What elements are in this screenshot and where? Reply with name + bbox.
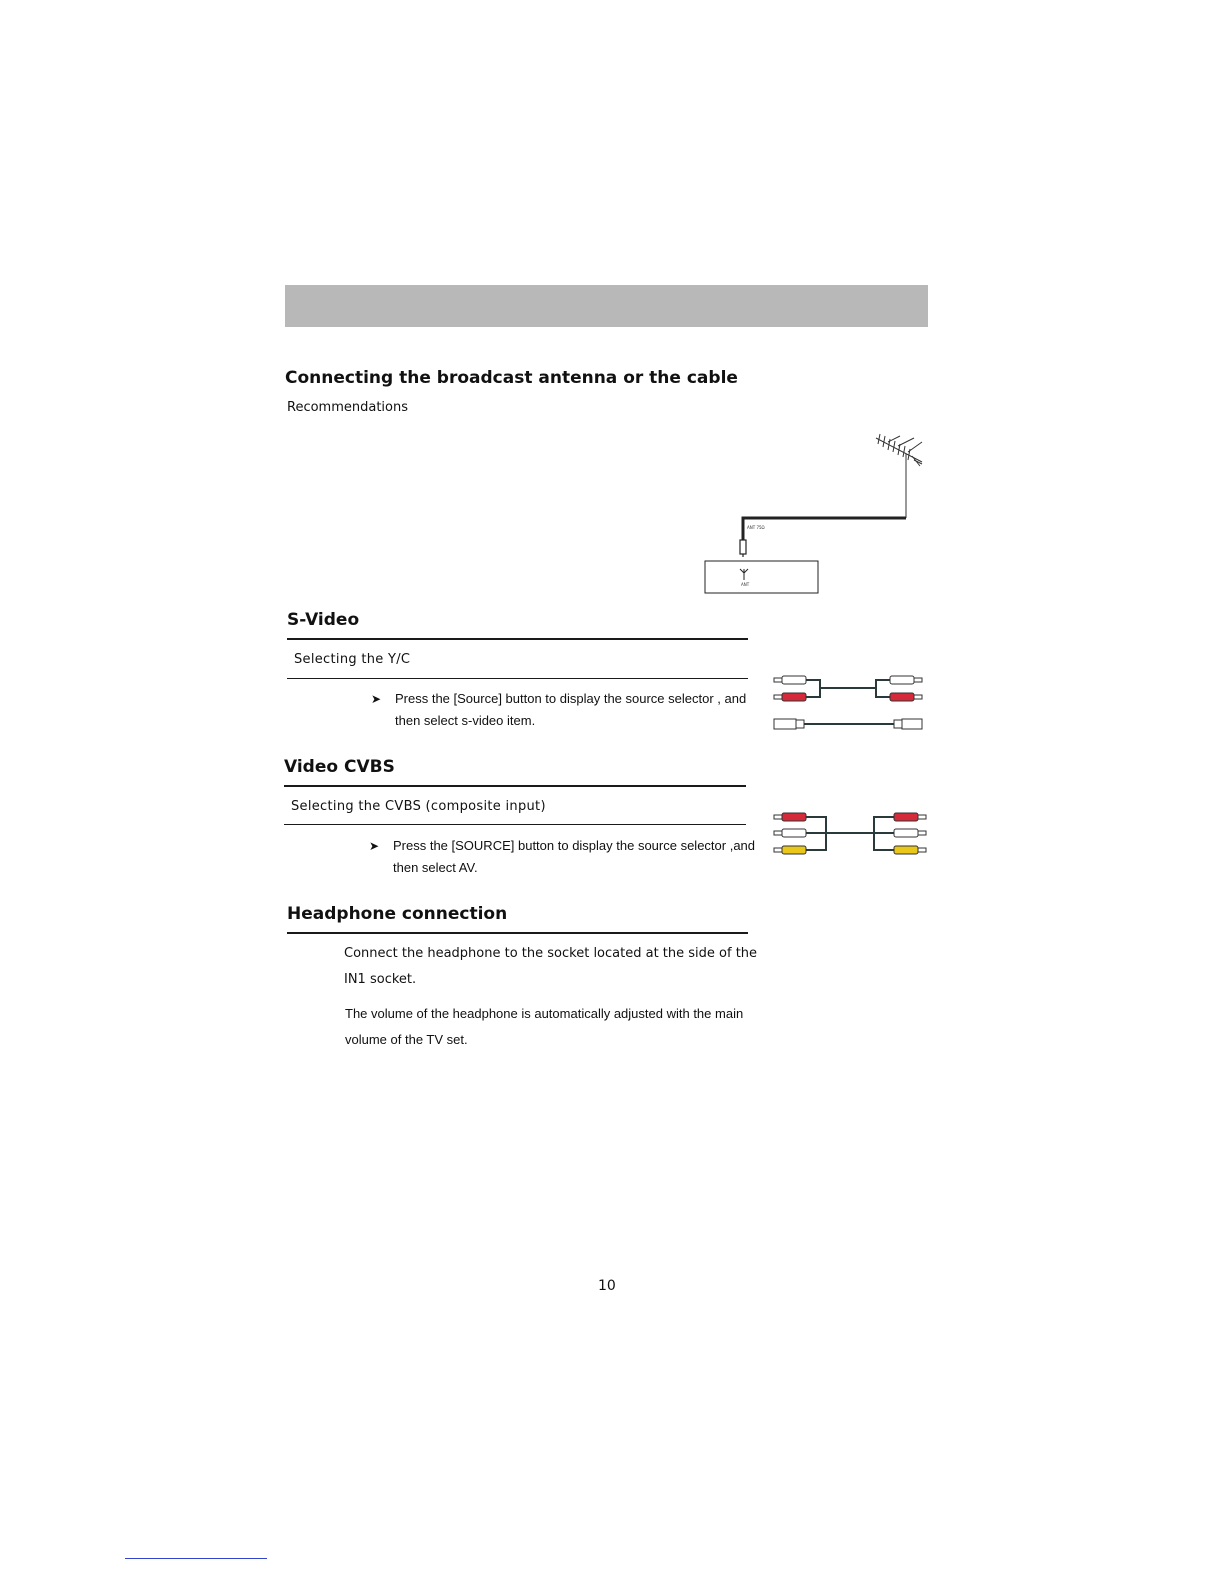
rca-plug-red-right <box>890 693 922 701</box>
cvbs-rule-top <box>284 785 746 787</box>
headphone-p1-line1: Connect the headphone to the socket located at the side of the <box>344 946 758 961</box>
page-title: Connecting the broadcast antenna or the cable <box>285 368 738 388</box>
rca-plug-red-right <box>894 813 926 821</box>
cvbs-instruction-line1: Press the [SOURCE] button to display the source selector ,and <box>393 838 756 853</box>
cvbs-cable-diagram <box>770 808 932 858</box>
headphone-p1-line2: IN1 socket. <box>344 972 417 987</box>
svideo-plug-left <box>774 719 804 729</box>
rca-plug-yellow-right <box>894 846 926 854</box>
tv-back-panel <box>705 561 818 593</box>
arrow-bullet-icon: ➤ <box>371 692 382 706</box>
svideo-plug-right <box>894 719 922 729</box>
coax-plug <box>740 540 746 554</box>
cvbs-title: Video CVBS <box>284 757 395 777</box>
rca-plug-red-left <box>774 693 806 701</box>
svideo-rule-bottom <box>287 678 748 679</box>
rca-plug-red-left <box>774 813 806 821</box>
rca-plug-white-right <box>890 676 922 684</box>
svideo-cable-diagram <box>770 672 930 734</box>
headphone-paragraph-1 <box>344 941 757 993</box>
svideo-title: S-Video <box>287 610 360 630</box>
ant-label: ANT <box>741 582 750 587</box>
cvbs-rule-bottom <box>284 824 746 825</box>
antenna-icon <box>876 434 922 518</box>
svideo-instruction <box>371 688 747 732</box>
svideo-instruction-line1: Press the [Source] button to display the source selector , and <box>395 691 747 706</box>
headphone-rule <box>287 932 748 934</box>
rca-plug-white-left <box>774 829 806 837</box>
rca-plug-white-left <box>774 676 806 684</box>
headphone-p2-line2: volume of the TV set. <box>345 1032 468 1047</box>
recommendations-label: Recommendations <box>287 400 409 415</box>
antenna-connection-diagram <box>700 430 935 600</box>
ant-75-label: ANT 75Ω <box>747 525 765 530</box>
antenna-cable <box>743 518 906 540</box>
header-band <box>285 285 928 327</box>
page-number: 10 <box>598 1278 616 1294</box>
headphone-paragraph-2 <box>345 1001 743 1053</box>
svideo-rule-top <box>287 638 748 640</box>
arrow-bullet-icon: ➤ <box>369 839 380 853</box>
footer-link-line <box>125 1558 267 1559</box>
cvbs-instruction-line2: then select AV. <box>393 860 478 875</box>
rca-plug-yellow-left <box>774 846 806 854</box>
headphone-p2-line1: The volume of the headphone is automatically adjusted with the main <box>345 1006 744 1021</box>
cvbs-instruction <box>369 835 756 879</box>
svideo-instruction-line2: then select s-video item. <box>395 713 536 728</box>
svideo-subtitle: Selecting the Y/C <box>294 652 411 667</box>
headphone-title: Headphone connection <box>287 904 508 924</box>
cvbs-subtitle: Selecting the CVBS (composite input) <box>291 799 546 814</box>
rca-plug-white-right <box>894 829 926 837</box>
